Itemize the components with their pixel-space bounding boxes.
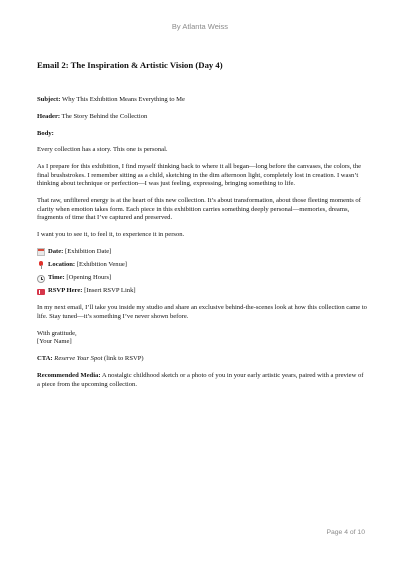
signature-name: [Your Name] <box>37 338 72 346</box>
ticket-icon <box>37 289 45 295</box>
page-number: Page 4 of 10 <box>326 529 365 536</box>
body-paragraph: Every collection has a story. This one is personal. <box>37 146 168 154</box>
event-date-label: Date: <box>48 247 64 255</box>
media-line <box>37 372 367 389</box>
body-paragraph: As I prepare for this exhibition, I find myself thinking back to where it all began—long before the canvases, the colors, the final brushstrokes. I remember sitting as a child, sketching in the dim afternoon light, completely lost in creation. I wasn’t thinking about technique or perfection—I was just feeling, expressing, bringing something to life. <box>37 163 362 188</box>
subject-line <box>37 96 367 105</box>
cta-suffix: (link to RSVP) <box>102 355 144 363</box>
cta-value[interactable]: Reserve Your Spot <box>54 355 103 363</box>
body-label: Body: <box>37 129 54 137</box>
event-rsvp-line <box>37 287 367 296</box>
body-label-line <box>37 130 367 139</box>
event-rsvp-value[interactable]: [Insert RSVP Link] <box>84 287 136 295</box>
document-title: Email 2: The Inspiration & Artistic Vision (Day 4) <box>37 60 223 70</box>
subject-value: Why This Exhibition Means Everything to Me <box>61 96 185 103</box>
event-time-label: Time: <box>48 274 65 282</box>
closing-paragraph: In my next email, I’ll take you inside my studio and share an exclusive behind-the-scenes look at how this collection came to life. Stay tuned—it’s something I’ve never shown before. <box>37 304 367 320</box>
cta-label: CTA: <box>37 355 53 363</box>
event-rsvp-label: RSVP Here: <box>48 287 83 295</box>
event-date-line <box>37 248 367 257</box>
document-body <box>37 60 367 397</box>
event-location-value: [Exhibition Venue] <box>76 261 128 269</box>
media-value: A nostalgic childhood sketch or a photo of you in your early artistic years, paired with a preview of a piece from the upcoming collection. <box>37 371 364 388</box>
page-header-author: By Atlanta Weiss <box>171 22 229 31</box>
pin-icon <box>37 261 45 269</box>
event-location-line <box>37 261 367 270</box>
header-value: The Story Behind the Collection <box>61 112 148 120</box>
event-time-value: [Opening Hours] <box>66 274 112 282</box>
calendar-icon <box>37 248 45 256</box>
event-date-value: [Exhibition Date] <box>65 247 112 255</box>
header-label: Header: <box>37 112 61 120</box>
clock-icon <box>37 275 45 283</box>
event-time-line <box>37 274 367 283</box>
body-paragraph: That raw, unfiltered energy is at the heart of this new collection. It’s about transformation, about those fleeting moments of clarity when emotion takes form. Each piece in this exhibition carries something deeply personal—memories, dreams, fragments of time that I’ve captured and preserved. <box>37 197 361 222</box>
subject-label: Subject: <box>37 96 61 103</box>
header-line <box>37 113 367 122</box>
media-label: Recommended Media: <box>37 371 101 379</box>
body-paragraph: I want you to see it, to feel it, to experience it in person. <box>37 231 185 239</box>
signature-block <box>37 330 367 347</box>
cta-line <box>37 355 367 364</box>
event-location-label: Location: <box>48 261 76 269</box>
signoff: With gratitude, <box>37 329 77 337</box>
